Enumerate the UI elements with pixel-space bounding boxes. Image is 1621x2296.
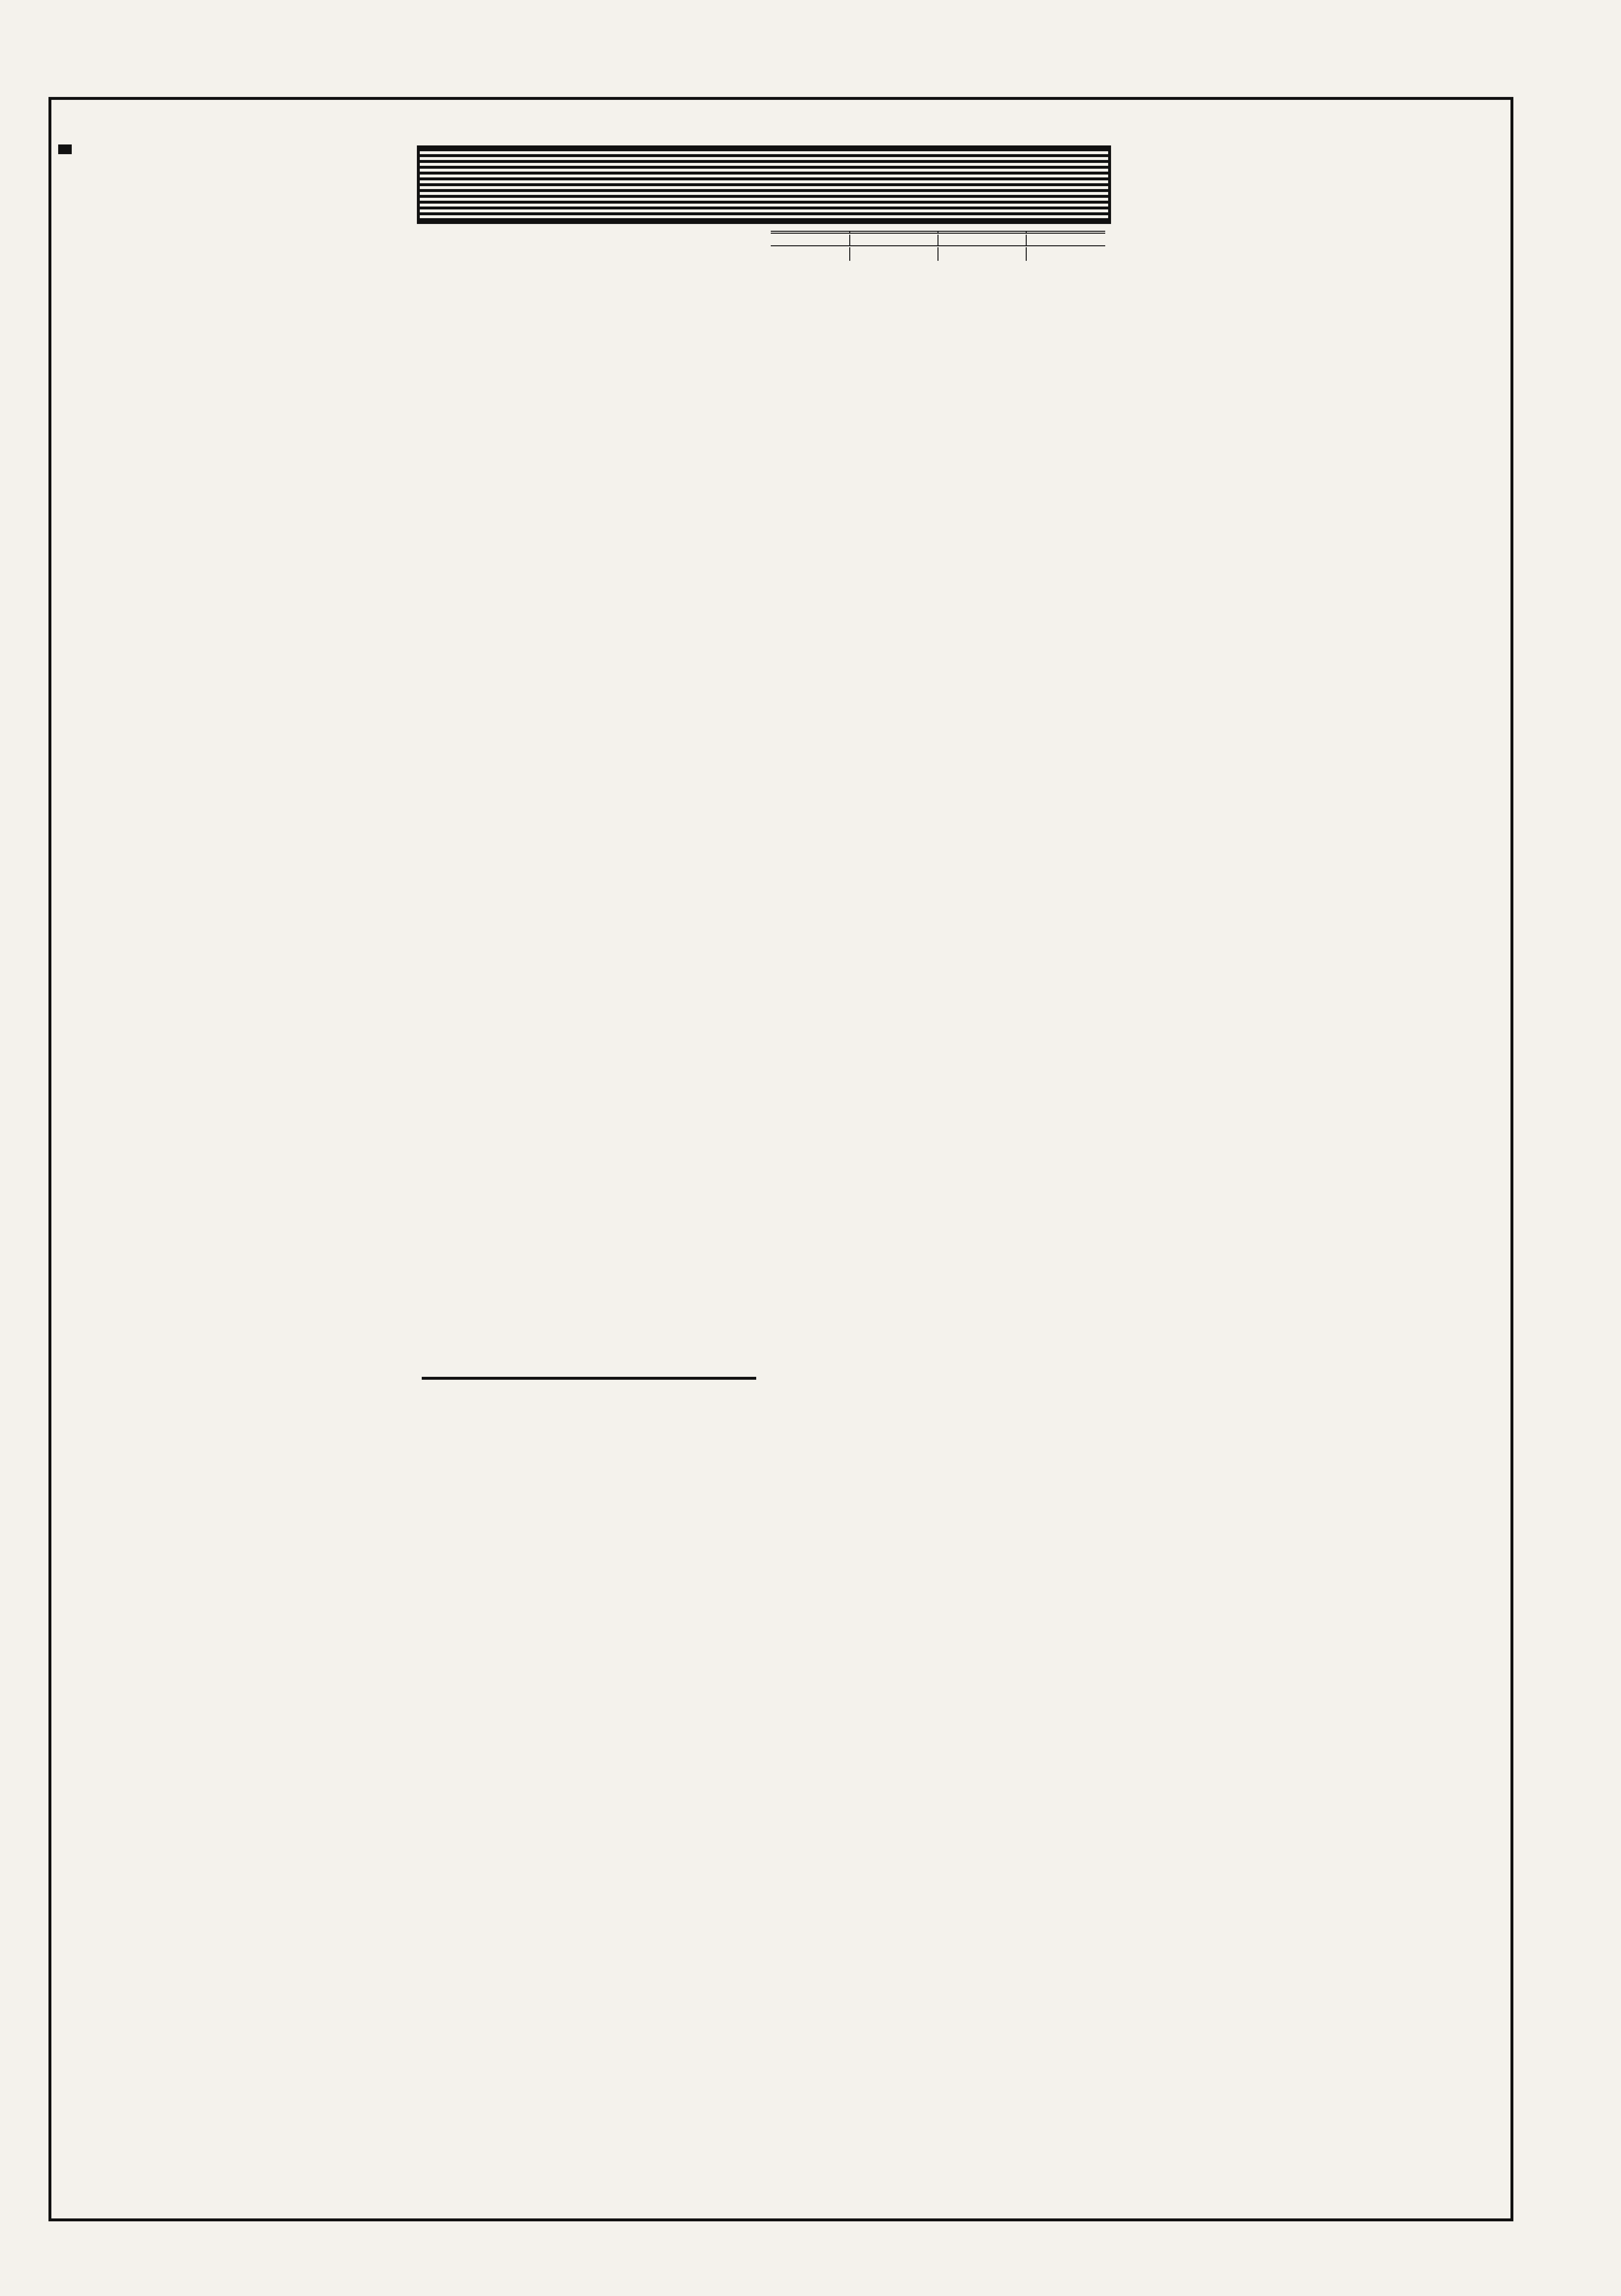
table-row	[771, 260, 1105, 261]
page-header	[39, 27, 1585, 80]
middle-column	[422, 228, 756, 1357]
contribuinte-title	[58, 144, 72, 154]
bolsa-cell	[850, 260, 938, 261]
contribuinte-column	[58, 141, 407, 1634]
bolsa-cell	[771, 260, 850, 261]
bolsa-table	[771, 231, 1105, 261]
diario-banner-logo	[417, 145, 1111, 224]
bolsa-column	[771, 228, 1105, 1285]
bolsa-cell	[938, 260, 1026, 261]
vida-militar-column	[422, 1377, 756, 1651]
bolsa-cell	[1026, 260, 1105, 261]
